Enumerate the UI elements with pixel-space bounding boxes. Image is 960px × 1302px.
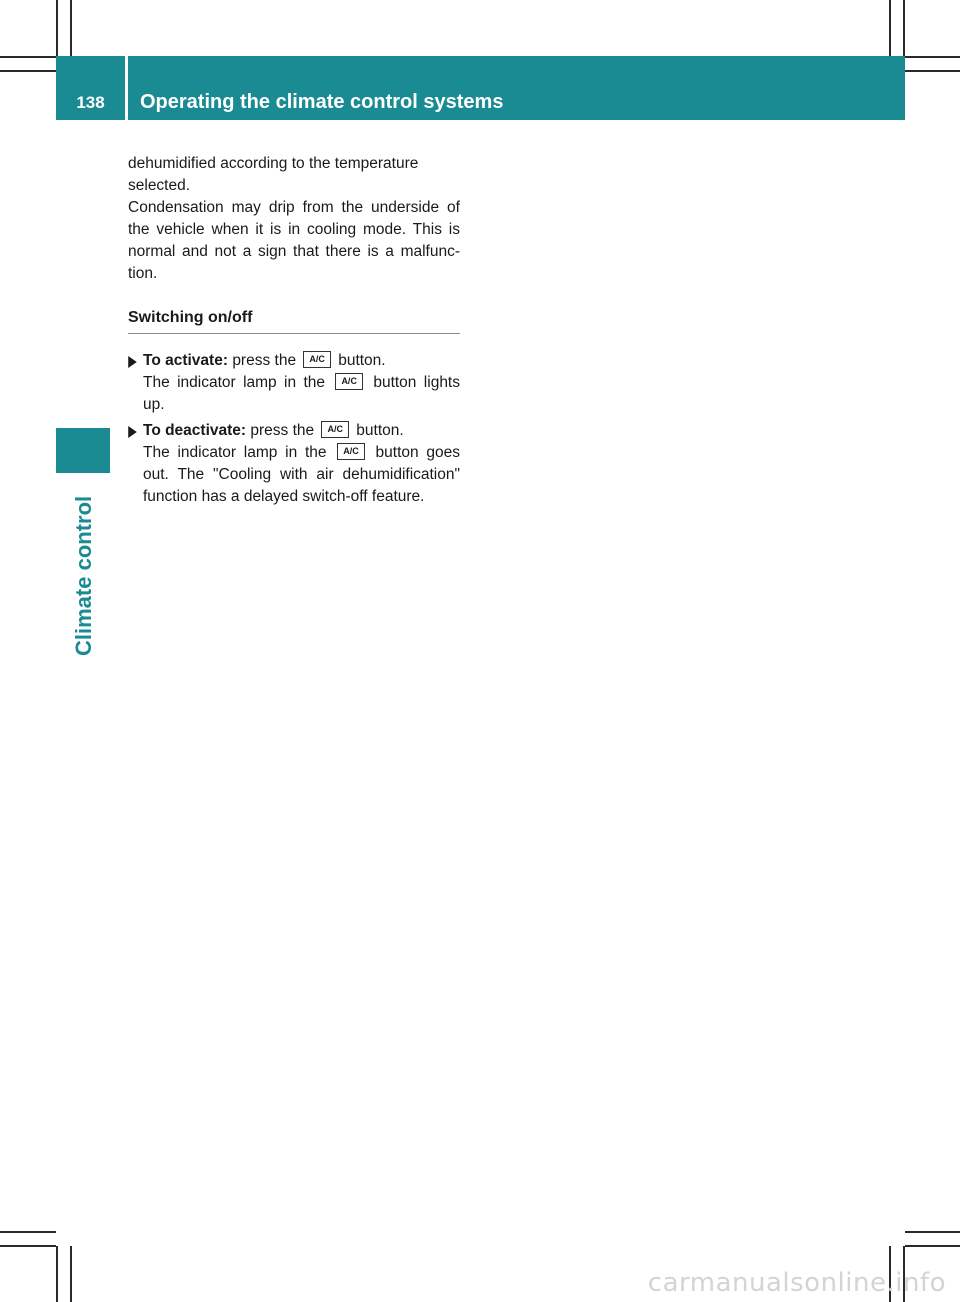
step-result: [143, 372, 460, 416]
chapter-label: Climate control: [71, 495, 96, 656]
step-result: [143, 442, 460, 508]
crop-mark: [0, 56, 56, 58]
main-content: [128, 153, 460, 508]
crop-mark: [905, 1245, 960, 1247]
crop-mark: [905, 56, 960, 58]
ac-button-icon: A/C: [335, 373, 363, 390]
page-number: 138: [76, 93, 105, 112]
crop-mark: [70, 1246, 72, 1302]
step-activate: [128, 350, 460, 416]
watermark: carmanualsonline.info: [647, 1268, 946, 1298]
ac-button-icon: A/C: [321, 421, 349, 438]
step-text: press the: [232, 352, 297, 369]
step-text: press the: [250, 422, 315, 439]
ac-button-icon: A/C: [303, 351, 331, 368]
step-text: button.: [338, 352, 386, 369]
chapter-tab-marker: [56, 428, 110, 473]
crop-mark: [905, 70, 960, 72]
step-instruction: [143, 350, 460, 372]
step-text: button lights up.: [143, 374, 460, 413]
step-deactivate: [128, 420, 460, 508]
crop-mark: [905, 1231, 960, 1233]
step-arrow-icon: [128, 426, 137, 438]
step-arrow-icon: [128, 356, 137, 368]
step-text: The indicator lamp in the: [143, 374, 326, 391]
crop-mark: [56, 0, 58, 56]
step-instruction: [143, 420, 460, 442]
section-heading: Switching on/off: [128, 307, 460, 334]
step-label: To deactivate:: [143, 422, 247, 439]
page-title: Operating the climate control systems: [140, 91, 504, 113]
crop-mark: [889, 0, 891, 56]
crop-mark: [0, 1231, 56, 1233]
ac-button-icon: A/C: [337, 443, 365, 460]
crop-mark: [903, 0, 905, 56]
crop-mark: [56, 1246, 58, 1302]
crop-mark: [0, 1245, 56, 1247]
header-divider: [125, 56, 128, 120]
step-text: button goes out. The "Cooling with air dehumidification" function has a delayed switch-off feature.: [143, 444, 461, 505]
crop-mark: [0, 70, 56, 72]
step-label: To activate:: [143, 352, 228, 369]
paragraph: Condensation may drip from the underside of the vehicle when it is in cooling mode. This is normal and not a sign that there is a malfunc-tion.: [128, 199, 460, 282]
crop-mark: [70, 0, 72, 56]
paragraph: dehumidified according to the temperature selected.: [128, 155, 419, 194]
step-text: button.: [356, 422, 404, 439]
step-text: The indicator lamp in the: [143, 444, 327, 461]
